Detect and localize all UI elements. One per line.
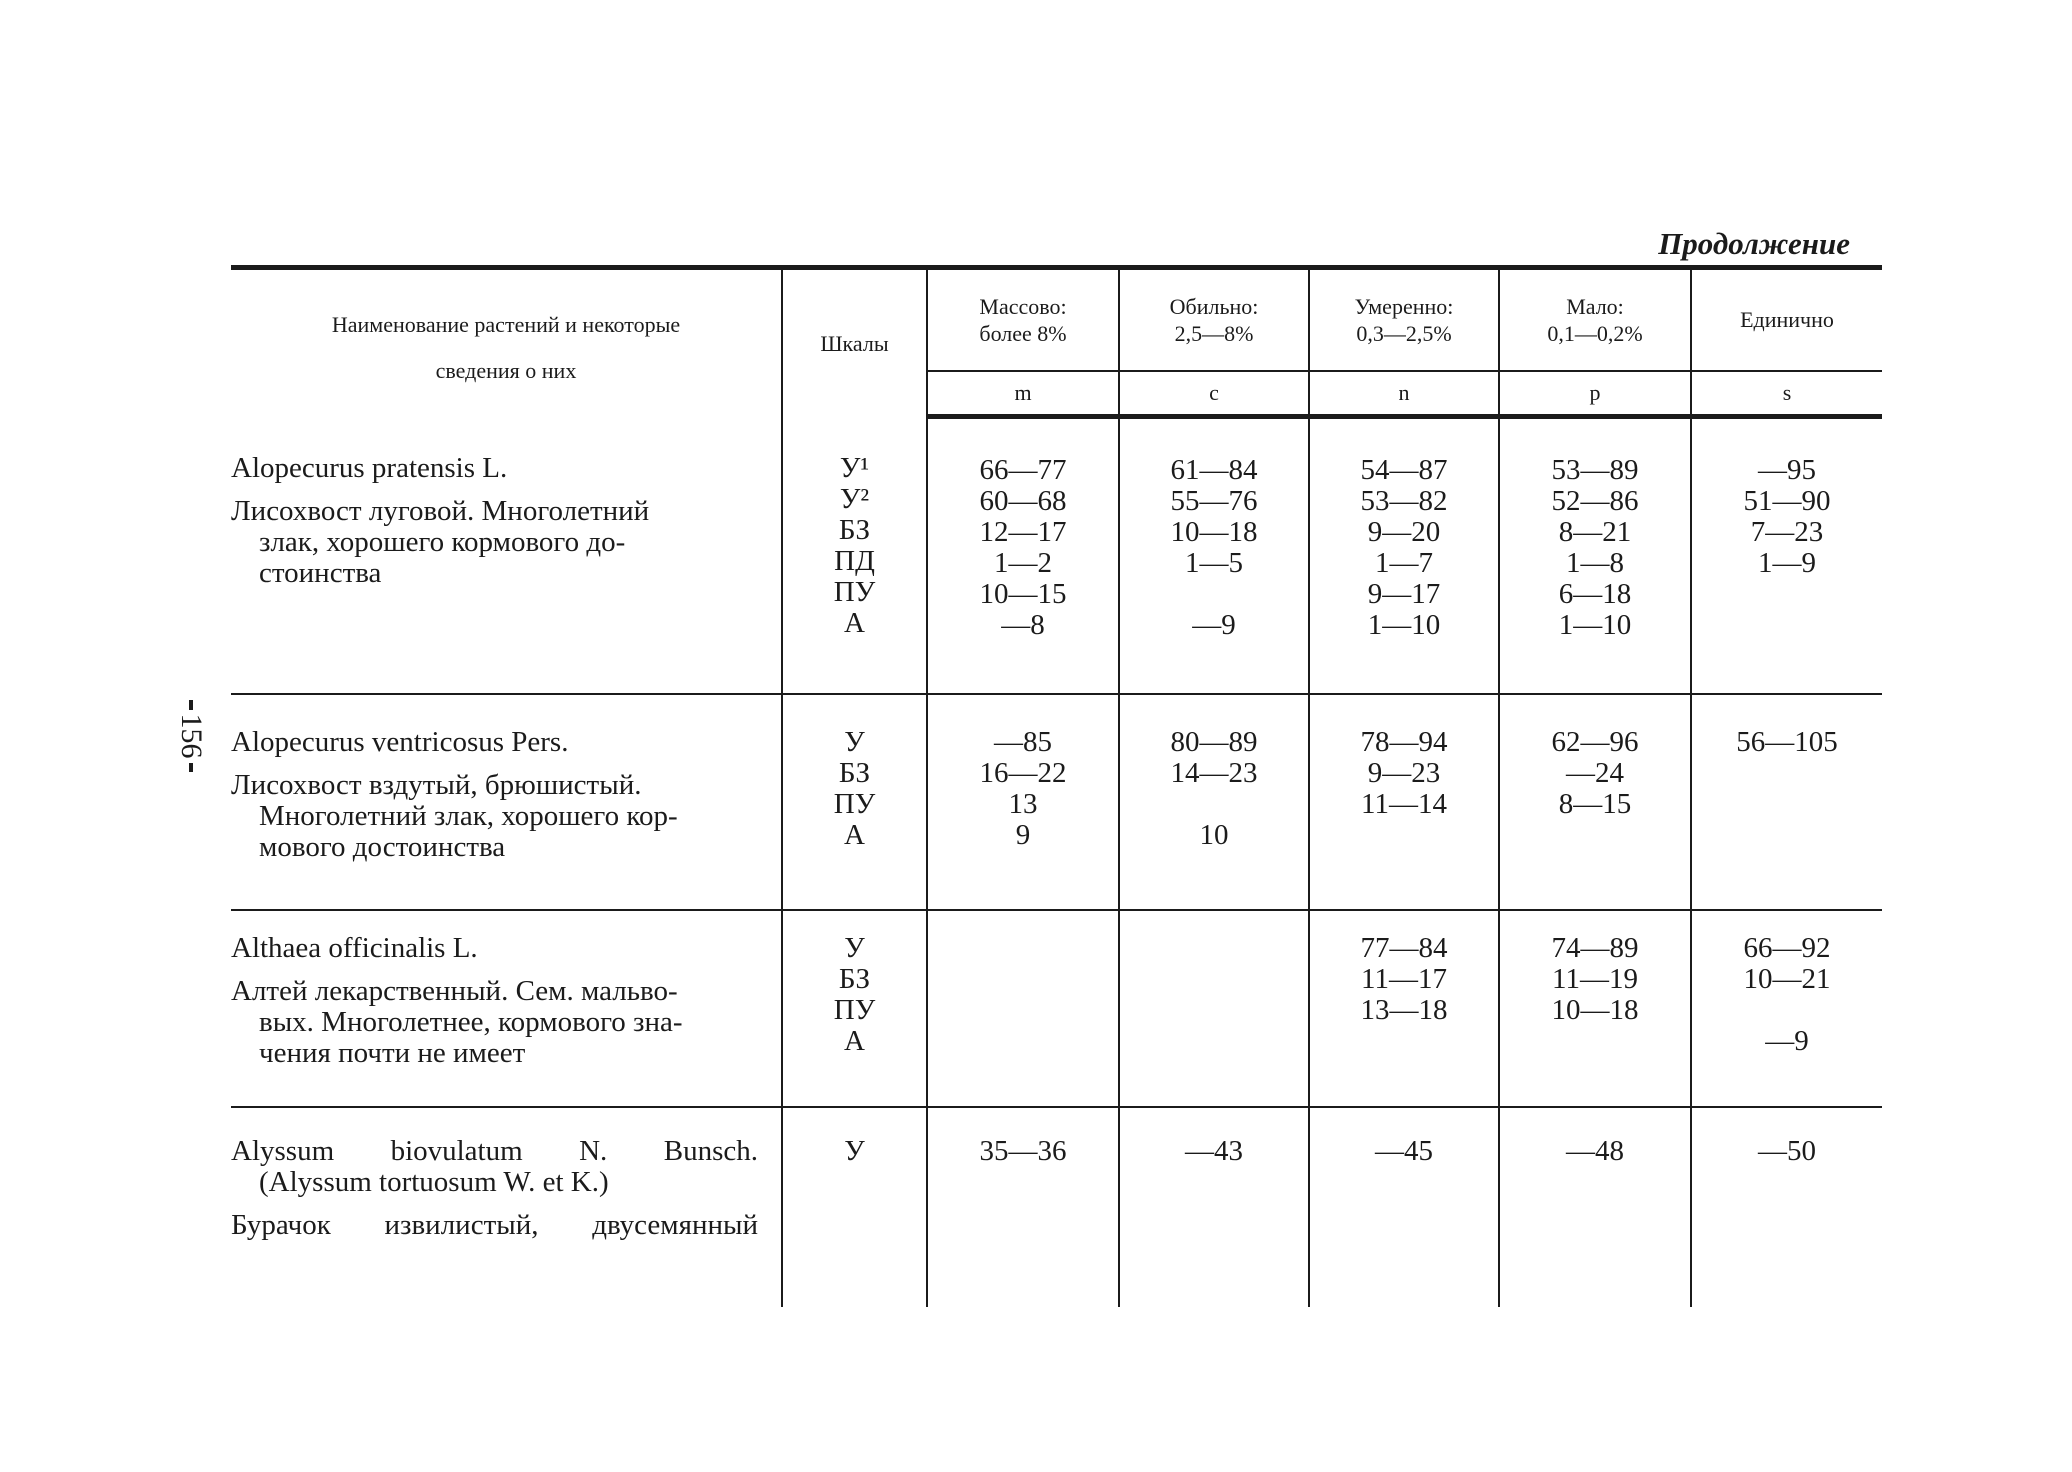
russian-description: Лисохвост вздутый, брюшистый. [231,769,642,801]
value-n-cell: 77—84 11—17 13—18 [1309,910,1499,1107]
value-m-cell: 35—36 [927,1107,1119,1307]
value-s-cell: —50 [1691,1107,1882,1307]
value-p-cell: 74—89 11—19 10—18 [1499,910,1691,1107]
table-row [231,1107,1882,1307]
header-code-n: n [1309,371,1499,417]
value-s-cell: —95 51—90 7—23 1—9 [1691,417,1882,695]
value-s-cell: 56—105 [1691,694,1882,910]
value-m-cell: 66—77 60—68 12—17 1—2 10—15 —8 [927,417,1119,695]
scales-cell: У БЗ ПУ А [782,910,927,1107]
header-obilno: Обильно: 2,5—8% [1119,268,1309,372]
value-m-cell [927,910,1119,1107]
header-edinichno: Единично [1691,268,1882,372]
value-c-cell: 80—89 14—23 10 [1119,694,1309,910]
page-number-dash [189,700,193,710]
value-s-cell: 66—92 10—21 —9 [1691,910,1882,1107]
continuation-label: Продолжение [1658,226,1850,261]
scales-cell: У¹ У² БЗ ПД ПУ А [782,417,927,695]
header-scales: Шкалы [782,268,927,417]
plant-table [231,265,1882,1307]
scales-cell: У [782,1107,927,1307]
page-number-dash [189,763,193,773]
table-row [231,910,1882,1107]
russian-description: Лисохвост луговой. Многолетний [231,494,650,527]
plant-name-cell: Alopecurus pratensis L. Лисохвост луговой. Многолетний злак, хорошего кормового до- стоинства [231,417,782,695]
latin-name: Althaea officinalis L. [231,932,478,964]
value-n-cell: —45 [1309,1107,1499,1307]
table-row [231,694,1882,910]
header-code-p: p [1499,371,1691,417]
latin-name: Alyssum biovulatum N. Bunsch. [231,1135,758,1167]
value-p-cell: 62—96 —24 8—15 [1499,694,1691,910]
value-p-cell: 53—89 52—86 8—21 1—8 6—18 1—10 [1499,417,1691,695]
plant-name-cell: Alyssum biovulatum N. Bunsch. (Alyssum tortuosum W. et K.) Бурачок извилистый, двусемянный [231,1107,782,1307]
header-name: Наименование растений и некоторые сведения о них [331,312,681,384]
table-row [231,417,1882,695]
russian-description: Бурачок извилистый, двусемянный [231,1209,758,1241]
value-n-cell: 54—87 53—82 9—20 1—7 9—17 1—10 [1309,417,1499,695]
latin-name: Alopecurus pratensis L. [231,451,508,484]
header-code-c: c [1119,371,1309,417]
plant-name-cell: Althaea officinalis L. Алтей лекарственный. Сем. мальво- вых. Многолетнее, кормового зна- чения почти не имеет [231,910,782,1107]
russian-description: Алтей лекарственный. Сем. мальво- [231,975,678,1007]
plant-name-cell: Alopecurus ventricosus Pers. Лисохвост вздутый, брюшистый. Многолетний злак, хорошего кор- мового достоинства [231,694,782,910]
value-m-cell: —85 16—22 13 9 [927,694,1119,910]
value-c-cell [1119,910,1309,1107]
header-code-s: s [1691,371,1882,417]
header-massovo: Массово: более 8% [927,268,1119,372]
header-malo: Мало: 0,1—0,2% [1499,268,1691,372]
value-n-cell: 78—94 9—23 11—14 [1309,694,1499,910]
header-umerenno: Умеренно: 0,3—2,5% [1309,268,1499,372]
value-p-cell: —48 [1499,1107,1691,1307]
page-number [168,696,214,776]
value-c-cell: —43 [1119,1107,1309,1307]
latin-name: Alopecurus ventricosus Pers. [231,726,569,758]
value-c-cell: 61—84 55—76 10—18 1—5 —9 [1119,417,1309,695]
scales-cell: У БЗ ПУ А [782,694,927,910]
header-code-m: m [927,371,1119,417]
page-number-text: 156 [175,713,208,759]
